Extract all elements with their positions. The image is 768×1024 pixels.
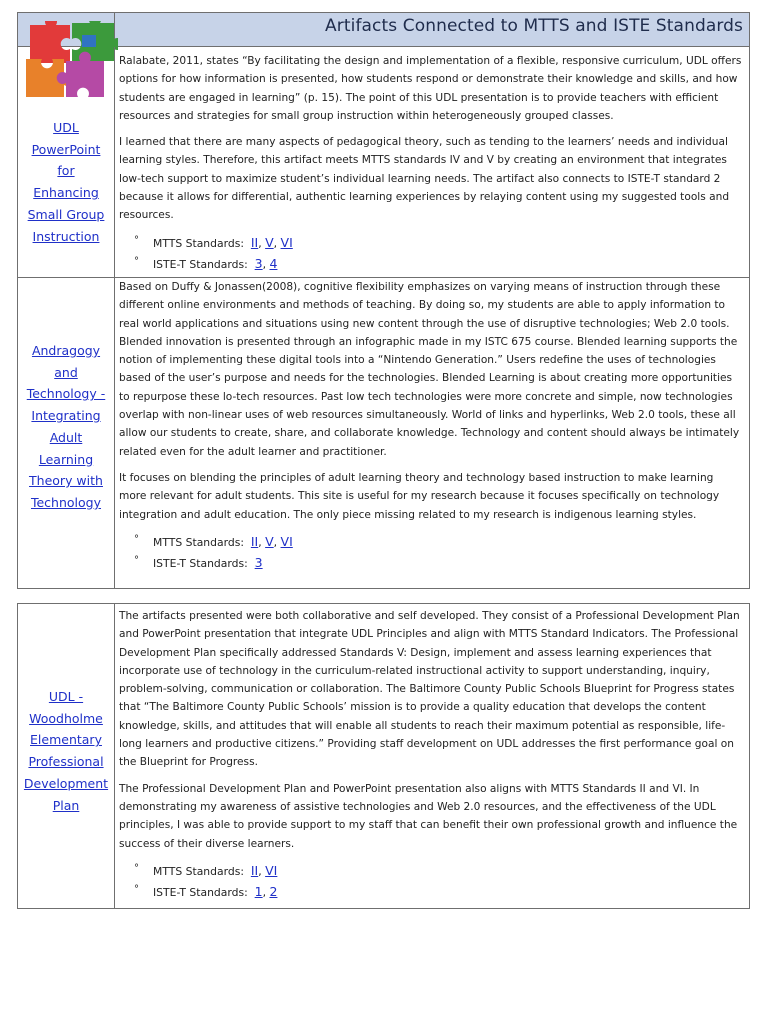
paragraph: The Professional Development Plan and PowerPoint presentation also aligns with MTTS Standards II and VI. In demonstrating my awareness of assistive technologies and Web 2.0 resources, and the effectiveness of the UDL principles, I was able to provide support to my staff that can benefit their own professional growth and influence the success of their diverse learners. bbox=[119, 782, 738, 850]
artifact-title-link[interactable]: UDL - Woodholme Elementary Professional Development Plan bbox=[23, 689, 109, 813]
mtts-standards: ° MTTS Standards: II, V, VI bbox=[134, 533, 293, 549]
artifact-row-3 bbox=[18, 604, 749, 908]
paragraph: It focuses on blending the principles of adult learning theory and technology based instruction to make learning more relevant for adult students. This site is useful for my research because it focuses specifically on technology integration and adult education. The only piece missing related to my research is indigenous learning styles. bbox=[119, 471, 720, 521]
paragraph: Based on Duffy & Jonassen(2008), cognitive flexibility emphasizes on varying means of instruction through these different online environments and methods of teaching. By doing so, my students are able to apply information to real world applications and situations using new content through the use of disruptive technologies; Web 2.0 tools. Blended innovation is presented through an infographic made in my ISTC 675 course. Blended learning supports the notion of implementing these digital tools into a “Nintendo Generation.” Users redefine the uses of technologies based of the user’s purpose and needs for the technologies. Blended Learning is about creating more opportunities to repurpose these lo-tech resources. Past low tech technologies were more concrete and simple, now technologies overlap with non-linear uses of web resources simultaneously. World of links and hyperlinks, Web 2.0 tools, these all allow our students to create, share, and collaborate knowledge. Technology and content should always be intimately related even for the adult learner and practitioner. bbox=[119, 281, 740, 458]
paragraph: Ralabate, 2011, states “By facilitating the design and implementation of a flexible, responsive curriculum, UDL offers options for how information is presented, how students respond or demonstrate their knowledge and skills, and how students are engaged in learning” (p. 15). The point of this UDL presentation is to provide teachers with efficient resources and strategies for small group instruction within heterogeneously grouped classes. bbox=[119, 55, 742, 122]
mtts-standards: ° MTTS Standards: II, V, VI bbox=[134, 234, 293, 250]
artifact-title-link[interactable]: UDL PowerPoint for Enhancing Small Group Instruction bbox=[27, 120, 105, 244]
standards-list bbox=[131, 532, 743, 574]
artifact-title-link[interactable]: Andragogy and Technology - Integrating Adult Learning Theory with Technology bbox=[26, 343, 106, 510]
standard-link[interactable]: 3 bbox=[254, 255, 263, 271]
standard-link[interactable]: II bbox=[250, 862, 259, 878]
standard-link[interactable]: 1 bbox=[254, 883, 263, 899]
standard-link[interactable]: V bbox=[265, 234, 274, 250]
standard-link[interactable]: II bbox=[250, 234, 259, 250]
page-title: Artifacts Connected to MTTS and ISTE Standards bbox=[325, 16, 743, 36]
paragraph: I learned that there are many aspects of pedagogical theory, such as tending to the learners’ needs and individual learning styles. Therefore, this artifact meets MTTS standards IV and V by creating an environment that integrates low-tech support to maximize student’s individual learning needs. The artifact also connects to ISTE-T standard 2 because it allows for differential, authentic learning experiences by relaying content using my suggested tools and resources. bbox=[119, 136, 730, 222]
paragraph: The artifacts presented were both collaborative and self developed. They consist of a Professional Development Plan and PowerPoint presentation that integrate UDL Principles and align with MTTS Standard Indicators. The Professional Development Plan specifically addressed Standards V: Design, implement and assess learning experiences that incorporate use of technology in the curriculum-related instructional activity to support understanding, inquiry, problem-solving, communication or collaboration. The Baltimore County Public Schools Blueprint for Progress states that “The Baltimore County Public Schools’ mission is to provide a quality education that develops the content knowledge, skills, and attitudes that will enable all students to reach their maximum potential as responsible, life-long learners and productive citizens.” Providing staff development on UDL addresses the first performance goal on the Blueprint for Progress. bbox=[119, 610, 740, 769]
standard-link[interactable]: 4 bbox=[269, 255, 278, 271]
standard-link[interactable]: II bbox=[250, 533, 259, 549]
standard-link[interactable]: 2 bbox=[269, 883, 278, 899]
standard-link[interactable]: VI bbox=[265, 862, 278, 878]
table-header bbox=[18, 13, 749, 47]
iste-standards: ° ISTE-T Standards: 3 bbox=[134, 554, 263, 570]
standard-link[interactable]: VI bbox=[280, 533, 293, 549]
artifact-row-1 bbox=[18, 47, 749, 277]
mtts-standards: ° MTTS Standards: II, VI bbox=[134, 862, 278, 878]
standards-list bbox=[131, 233, 743, 275]
artifacts-table-2 bbox=[17, 603, 750, 909]
iste-standards: ° ISTE-T Standards: 1, 2 bbox=[134, 883, 278, 899]
iste-standards: ° ISTE-T Standards: 3, 4 bbox=[134, 255, 278, 271]
artifacts-table-1 bbox=[17, 12, 750, 589]
standard-link[interactable]: VI bbox=[280, 234, 293, 250]
artifact-row-2 bbox=[18, 277, 749, 588]
standards-list bbox=[131, 861, 743, 903]
standard-link[interactable]: V bbox=[265, 533, 274, 549]
standard-link[interactable]: 3 bbox=[254, 554, 263, 570]
